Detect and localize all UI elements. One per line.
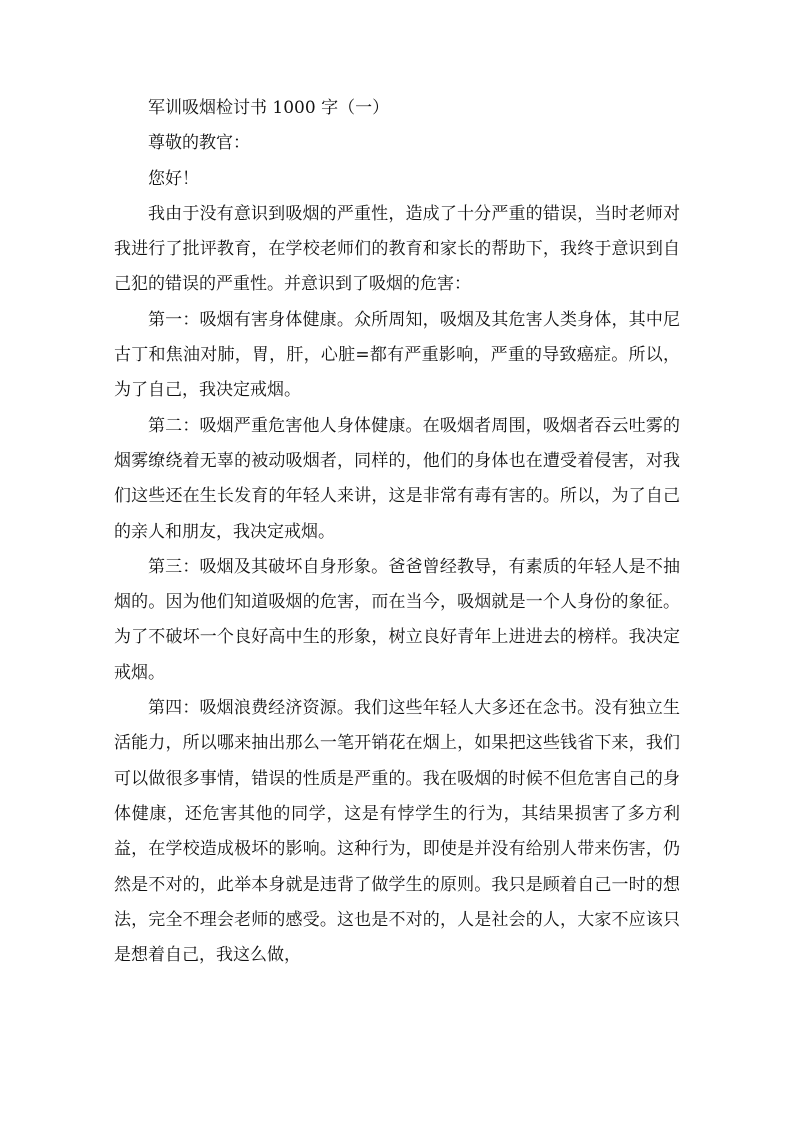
paragraph-point-2: 第二：吸烟严重危害他人身体健康。在吸烟者周围，吸烟者吞云吐雾的烟雾缭绕着无辜的被动吸烟者，同样的，他们的身体也在遭受着侵害，对我们这些还在生长发育的年轻人来讲，这是非常有毒有害的。所以，为了自己的亲人和朋友，我决定戒烟。 xyxy=(114,415,680,542)
salutation: 尊敬的教官： xyxy=(148,133,250,154)
document-title: 军训吸烟检讨书 1000 字（一） xyxy=(148,98,390,118)
document-body xyxy=(114,91,680,973)
paragraph-point-3: 第三：吸烟及其破坏自身形象。爸爸曾经教导，有素质的年轻人是不抽烟的。因为他们知道吸烟的危害，而在当今，吸烟就是一个人身份的象征。为了不破坏一个良好高中生的形象，树立良好青年上进进去的榜样。我决定戒烟。 xyxy=(114,556,680,683)
paragraph-point-4: 第四：吸烟浪费经济资源。我们这些年轻人大多还在念书。没有独立生活能力，所以哪来抽出那么一笔开销花在烟上，如果把这些钱省下来，我们可以做很多事情，错误的性质是严重的。我在吸烟的时候不但危害自己的身体健康，还危害其他的同学，这是有悖学生的行为，其结果损害了多方利益，在学校造成极坏的影响。这种行为，即使是并没有给别人带来伤害，仍然是不对的，此举本身就是违背了做学生的原则。我只是顾着自己一时的想法，完全不理会老师的感受。这也是不对的，人是社会的人，大家不应该只是想着自己，我这么做， xyxy=(114,698,680,966)
paragraph-intro: 我由于没有意识到吸烟的严重性，造成了十分严重的错误，当时老师对我进行了批评教育，在学校老师们的教育和家长的帮助下，我终于意识到自己犯的错误的严重性。并意识到了吸烟的危害： xyxy=(114,203,680,295)
paragraph-point-1: 第一：吸烟有害身体健康。众所周知，吸烟及其危害人类身体，其中尼古丁和焦油对肺，胃，肝，心脏=都有严重影响，严重的导致癌症。所以，为了自己，我决定戒烟。 xyxy=(114,309,680,401)
greeting: 您好！ xyxy=(148,168,199,189)
